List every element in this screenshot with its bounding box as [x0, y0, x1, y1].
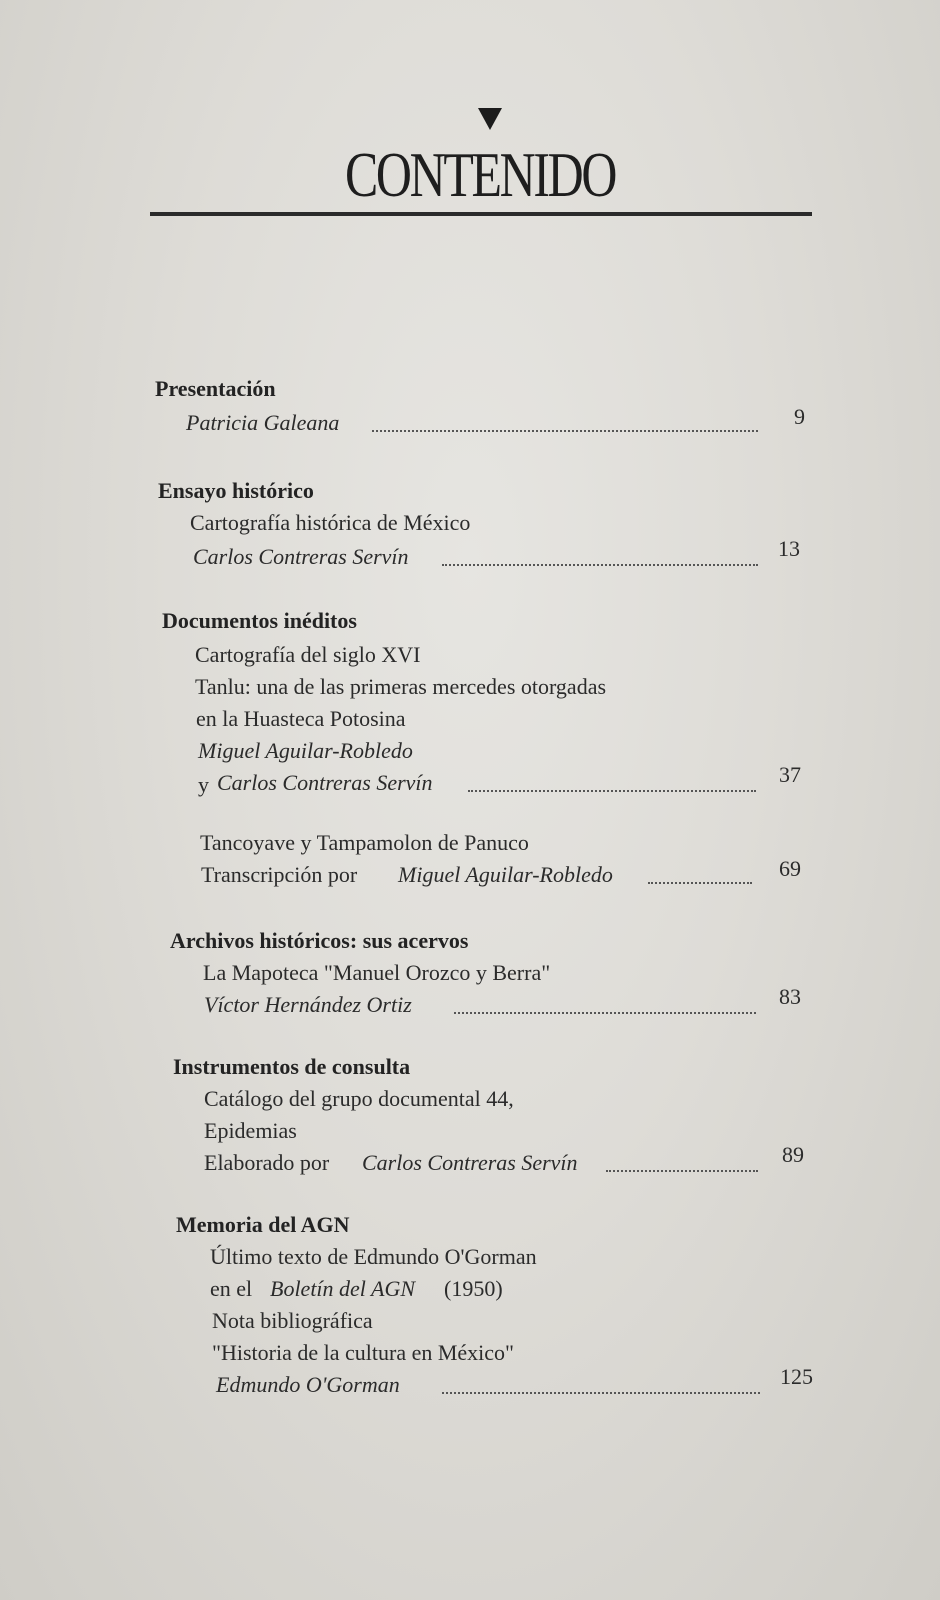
entry-title: Epidemias [204, 1118, 297, 1143]
leader-dots [442, 1390, 760, 1394]
entry-author: Miguel Aguilar-Robledo [398, 862, 613, 887]
page-number: 83 [779, 984, 801, 1009]
entry-title: en la Huasteca Potosina [196, 706, 406, 731]
entry-author: Carlos Contreras Servín [193, 544, 409, 569]
entry-author: Edmundo O'Gorman [216, 1372, 400, 1397]
entry-title: Nota bibliográfica [212, 1308, 373, 1333]
page-number: 125 [780, 1364, 813, 1389]
section-heading-documentos: Documentos inéditos [162, 608, 357, 633]
page-number: 89 [782, 1142, 804, 1167]
entry-conjunction: y [198, 772, 209, 797]
section-heading-memoria: Memoria del AGN [176, 1212, 350, 1237]
leader-dots [606, 1168, 758, 1172]
entry-title: "Historia de la cultura en México" [212, 1340, 515, 1365]
entry-title: Tanlu: una de las primeras mercedes otorgadas [195, 674, 607, 699]
page-number: 37 [779, 762, 801, 787]
leader-dots [372, 428, 758, 432]
entry-author: Carlos Contreras Servín [217, 770, 433, 795]
entry-credit: Transcripción por [201, 862, 358, 887]
section-heading-instrumentos: Instrumentos de consulta [173, 1054, 411, 1079]
entry-title: Cartografía histórica de México [190, 510, 471, 535]
page-title: CONTENIDO [344, 139, 616, 210]
leader-dots [454, 1010, 756, 1014]
leader-dots [648, 880, 752, 884]
entry-credit: Elaborado por [204, 1150, 330, 1175]
entry-title: Último texto de Edmundo O'Gorman [210, 1244, 537, 1269]
page-number: 9 [794, 404, 805, 429]
section-heading-presentacion: Presentación [155, 376, 276, 401]
entry-title: Cartografía del siglo XVI [195, 642, 421, 667]
page-number: 13 [778, 536, 800, 561]
entry-author: Víctor Hernández Ortiz [204, 992, 412, 1017]
page-number: 69 [779, 856, 801, 881]
entry-author: Patricia Galeana [186, 410, 340, 435]
section-heading-archivos: Archivos históricos: sus acervos [170, 928, 469, 953]
entry-author: Carlos Contreras Servín [362, 1150, 578, 1175]
entry-title: Catálogo del grupo documental 44, [204, 1086, 514, 1111]
leader-dots [442, 562, 758, 566]
leader-dots [468, 788, 756, 792]
entry-title: en el [210, 1276, 253, 1301]
entry-title: Tancoyave y Tampamolon de Panuco [200, 830, 529, 855]
section-heading-ensayo: Ensayo histórico [158, 478, 314, 503]
entry-title: La Mapoteca "Manuel Orozco y Berra" [203, 960, 551, 985]
entry-title-italic: Boletín del AGN [270, 1276, 416, 1301]
entry-author: Miguel Aguilar-Robledo [198, 738, 413, 763]
entry-title: (1950) [444, 1276, 503, 1301]
